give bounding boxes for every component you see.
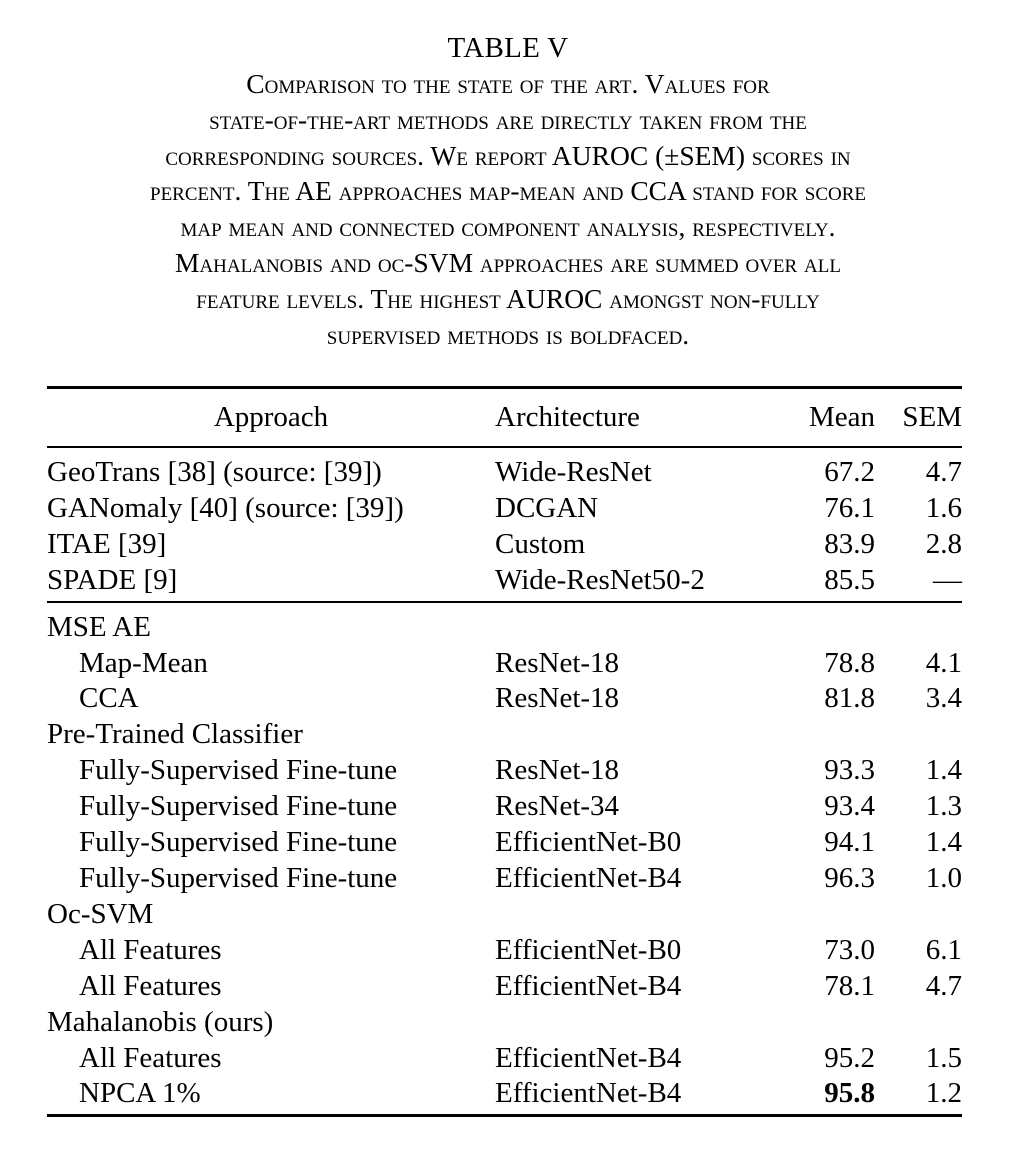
group-header-row xyxy=(47,897,962,933)
table-row xyxy=(47,933,962,969)
cell-approach: Fully-Supervised Fine-tune xyxy=(79,826,398,859)
cell-sem: 4.7 xyxy=(925,969,962,1002)
cell-approach: GeoTrans [38] (source: [39]) xyxy=(47,456,382,488)
cell-sem: 1.5 xyxy=(925,1041,962,1074)
cell-architecture: DCGAN xyxy=(495,491,599,524)
header-mean: Mean xyxy=(808,401,875,433)
cell-sem: 1.4 xyxy=(925,826,962,859)
cell-sem: — xyxy=(933,563,962,596)
cell-architecture: Wide-ResNet50-2 xyxy=(495,563,705,596)
cell-sem: 4.7 xyxy=(925,456,962,488)
cell-approach: ITAE [39] xyxy=(47,527,167,560)
header-approach: Approach xyxy=(213,401,329,433)
cell-approach: Fully-Supervised Fine-tune xyxy=(79,861,398,894)
cell-sem: 1.6 xyxy=(925,491,962,524)
ours-section xyxy=(47,603,962,1115)
cell-architecture: ResNet-34 xyxy=(495,790,620,823)
table-row xyxy=(47,646,962,682)
cell-sem: 1.0 xyxy=(925,861,962,894)
cell-mean: 78.8 xyxy=(824,646,875,679)
group-header-row xyxy=(47,1005,962,1041)
table-row xyxy=(47,448,962,491)
cell-mean: 96.3 xyxy=(824,861,875,894)
cell-approach: All Features xyxy=(79,1041,222,1074)
cell-sem: 4.1 xyxy=(925,646,962,679)
group-name: Oc-SVM xyxy=(47,897,154,930)
header-row xyxy=(47,389,962,446)
cell-architecture: EfficientNet-B0 xyxy=(495,826,682,859)
cell-architecture: ResNet-18 xyxy=(495,646,620,679)
cell-architecture: Custom xyxy=(495,527,586,560)
cell-mean: 67.2 xyxy=(824,456,875,488)
caption-line: feature levels. The highest AUROC amongst non-fully xyxy=(196,282,820,314)
group-header-row xyxy=(47,717,962,753)
cell-approach: NPCA 1% xyxy=(79,1077,201,1110)
cell-architecture: EfficientNet-B4 xyxy=(495,1077,682,1110)
table-caption xyxy=(0,30,1016,352)
table-row xyxy=(47,789,962,825)
table-row xyxy=(47,491,962,527)
cell-sem: 3.4 xyxy=(925,682,962,715)
cell-architecture: EfficientNet-B4 xyxy=(495,969,682,1002)
group-name: Mahalanobis (ours) xyxy=(47,1005,274,1038)
cell-approach: GANomaly [40] (source: [39]) xyxy=(47,491,404,524)
table-row xyxy=(47,563,962,601)
sota-section xyxy=(47,448,962,601)
table-row xyxy=(47,753,962,789)
caption-line: percent. The AE approaches map-mean and CCA stand for score xyxy=(150,175,866,207)
cell-mean: 85.5 xyxy=(824,563,875,596)
cell-sem: 1.3 xyxy=(925,790,962,823)
cell-sem: 6.1 xyxy=(925,933,962,966)
bottom-rule xyxy=(47,1114,962,1117)
cell-architecture: ResNet-18 xyxy=(495,682,620,715)
group-name: MSE AE xyxy=(47,610,151,643)
cell-sem: 1.2 xyxy=(925,1077,962,1110)
cell-sem: 1.4 xyxy=(925,754,962,787)
cell-mean: 83.9 xyxy=(824,527,875,560)
comparison-table xyxy=(47,389,962,446)
caption-line: state-of-the-art methods are directly taken from the xyxy=(209,103,807,135)
cell-mean: 78.1 xyxy=(824,969,875,1002)
table-row xyxy=(47,527,962,563)
cell-sem: 2.8 xyxy=(925,527,962,560)
caption-line: Comparison to the state of the art. Values for xyxy=(246,68,770,99)
caption-line: Mahalanobis and oc-SVM approaches are summed over all xyxy=(175,246,841,278)
caption-line: corresponding sources. We report AUROC (±SEM) scores in xyxy=(165,139,851,171)
table-row xyxy=(47,825,962,861)
cell-approach: All Features xyxy=(79,969,222,1002)
cell-mean: 76.1 xyxy=(824,491,875,524)
cell-approach: All Features xyxy=(79,933,222,966)
cell-mean: 95.8 xyxy=(824,1077,875,1110)
cell-mean: 81.8 xyxy=(824,682,875,715)
cell-mean: 73.0 xyxy=(824,933,875,966)
table-row xyxy=(47,681,962,717)
table-row xyxy=(47,1076,962,1114)
cell-approach: Fully-Supervised Fine-tune xyxy=(79,790,398,823)
table-row xyxy=(47,969,962,1005)
header-sem: SEM xyxy=(902,401,962,433)
cell-mean: 93.3 xyxy=(824,754,875,787)
cell-architecture: EfficientNet-B4 xyxy=(495,1041,682,1074)
caption-line: supervised methods is boldfaced. xyxy=(326,318,690,350)
table-row xyxy=(47,861,962,897)
table-row xyxy=(47,1041,962,1077)
group-header-row xyxy=(47,603,962,646)
cell-approach: CCA xyxy=(79,682,139,715)
cell-approach: Fully-Supervised Fine-tune xyxy=(79,754,398,787)
cell-architecture: EfficientNet-B0 xyxy=(495,933,682,966)
cell-approach: Map-Mean xyxy=(79,646,208,679)
caption-line: map mean and connected component analysis, respectively. xyxy=(180,211,836,243)
cell-mean: 93.4 xyxy=(824,790,875,823)
cell-architecture: EfficientNet-B4 xyxy=(495,861,682,894)
header-architecture: Architecture xyxy=(495,401,640,433)
cell-architecture: Wide-ResNet xyxy=(495,456,652,488)
cell-architecture: ResNet-18 xyxy=(495,754,620,787)
table-label: TABLE V xyxy=(447,32,569,64)
cell-approach: SPADE [9] xyxy=(47,563,178,596)
cell-mean: 95.2 xyxy=(824,1041,875,1074)
results-table xyxy=(47,386,962,1117)
cell-mean: 94.1 xyxy=(824,826,875,859)
group-name: Pre-Trained Classifier xyxy=(47,718,303,751)
